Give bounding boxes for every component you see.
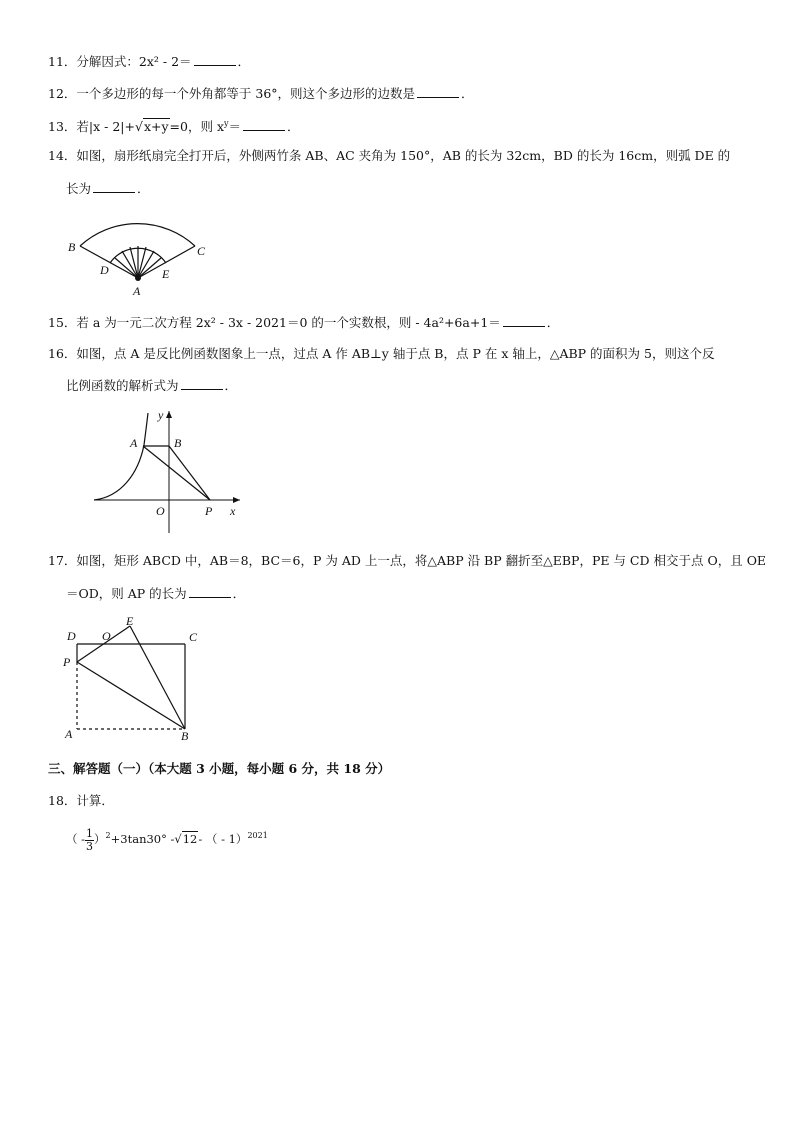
radicand: x+y: [143, 119, 169, 134]
answer-blank[interactable]: [243, 118, 285, 131]
question-14-line2: [66, 180, 150, 197]
answer-blank[interactable]: [194, 53, 236, 66]
label-c: C: [189, 630, 198, 644]
question-number: 12．: [48, 86, 77, 101]
question-text: 比例函数的解析式为: [66, 378, 179, 393]
numerator: 1: [86, 826, 94, 840]
label-d: D: [100, 263, 109, 277]
rectangle-fold-figure: [60, 614, 200, 744]
punct: ．: [232, 586, 246, 601]
answer-blank[interactable]: [417, 85, 459, 98]
label-a: A: [65, 727, 73, 741]
segment-ap: [143, 446, 210, 500]
label-o: O: [102, 629, 111, 643]
punct: ．: [287, 119, 300, 134]
question-17-line2: [66, 585, 245, 602]
question-text: 长为: [66, 181, 92, 196]
expr-close: ）: [94, 832, 106, 846]
label-o: O: [156, 504, 165, 518]
punct: ．: [546, 315, 560, 330]
question-text: 一个多边形的每一个外角都等于 36°，则这个多边形的边数是: [76, 86, 416, 101]
question-text: 若 a 为一元二次方程 2x² - 3x - 2021＝0 的一个实数根，则 - 4a²+6a+1＝: [76, 315, 501, 330]
label-e: E: [126, 614, 134, 628]
punct: ．: [461, 86, 474, 101]
punct: ．: [137, 181, 150, 196]
hyperbola-curve: [94, 413, 148, 500]
label-d: D: [67, 629, 76, 643]
segment-bp: [169, 446, 210, 500]
label-p: P: [63, 655, 71, 669]
question-14: [48, 148, 730, 164]
question-18: [48, 793, 114, 809]
exponent: 2: [105, 831, 111, 840]
fan-figure: [60, 208, 220, 300]
q18-expression: [66, 822, 268, 853]
question-text: 如图，矩形 ABCD 中，AB＝8，BC＝6，P 为 AD 上一点，将△ABP 沿 BP 翻折至△EBP，PE 与 CD 相交于点 O，且 OE: [76, 553, 767, 568]
answer-blank[interactable]: [189, 585, 231, 598]
question-text: 如图，扇形纸扇完全打开后，外侧两竹条 AB、AC 夹角为 150°，AB 的长为 32cm，BD 的长为 16cm，则弧 DE 的: [76, 148, 731, 163]
answer-blank[interactable]: [181, 377, 223, 390]
pivot-point: [135, 275, 141, 281]
question-text: 计算．: [76, 793, 114, 808]
fan-ribs: [115, 246, 161, 278]
label-x: x: [230, 504, 236, 518]
punct: ．: [224, 378, 238, 393]
question-11: [48, 53, 250, 70]
answer-blank[interactable]: [93, 180, 135, 193]
label-b: B: [68, 240, 76, 254]
fraction: [85, 828, 94, 853]
question-text: 分解因式：2x² - 2＝: [76, 54, 192, 69]
sqrt-symbol: √: [174, 832, 182, 846]
label-e: E: [162, 267, 170, 281]
expr-mid: +3tan30° -: [110, 832, 175, 846]
segment-pb: [77, 662, 185, 729]
question-16: [48, 346, 714, 362]
label-a: A: [133, 284, 141, 298]
outer-arc: [80, 224, 195, 246]
exponent: y: [224, 119, 229, 128]
section-heading: 三、解答题（一）（本大题 3 小题，每小题 6 分，共 18 分）: [48, 761, 391, 776]
sqrt-symbol: √: [134, 119, 143, 134]
punct: ．: [237, 54, 251, 69]
denominator: 3: [86, 839, 94, 853]
equals: ＝: [228, 119, 242, 134]
rib-ab: [80, 246, 138, 278]
question-15: [48, 314, 559, 331]
question-17: [48, 553, 766, 569]
y-axis-arrow: [166, 411, 172, 418]
question-number: 15．: [48, 315, 77, 330]
question-text: =0，则 x: [169, 119, 224, 134]
label-b: B: [174, 436, 182, 450]
question-number: 17．: [48, 553, 77, 568]
segment-eb: [130, 626, 185, 729]
question-13: [48, 116, 300, 135]
question-12: [48, 85, 474, 102]
question-16-line2: [66, 377, 237, 394]
question-number: 14．: [48, 148, 77, 163]
label-c: C: [197, 244, 206, 258]
label-p: P: [205, 504, 213, 518]
answer-blank[interactable]: [503, 314, 545, 327]
hyperbola-figure: [90, 405, 250, 535]
label-y: y: [158, 408, 164, 422]
radicand: 12: [182, 832, 198, 846]
question-text: 若|x - 2|+: [76, 119, 135, 134]
expr-open: （ -: [66, 832, 86, 846]
question-number: 18．: [48, 793, 77, 808]
expr-tail: - （ - 1）: [198, 832, 248, 846]
question-text: 如图，点 A 是反比例函数图象上一点，过点 A 作 AB⊥y 轴于点 B，点 P 在 x 轴上，△ABP 的面积为 5，则这个反: [76, 346, 715, 361]
label-a: A: [130, 436, 138, 450]
x-axis-arrow: [233, 497, 240, 503]
question-number: 11．: [48, 54, 77, 69]
exponent: 2021: [247, 831, 268, 840]
question-number: 13．: [48, 119, 77, 134]
question-number: 16．: [48, 346, 77, 361]
question-text: ＝OD，则 AP 的长为: [66, 586, 187, 601]
label-b: B: [181, 729, 189, 743]
